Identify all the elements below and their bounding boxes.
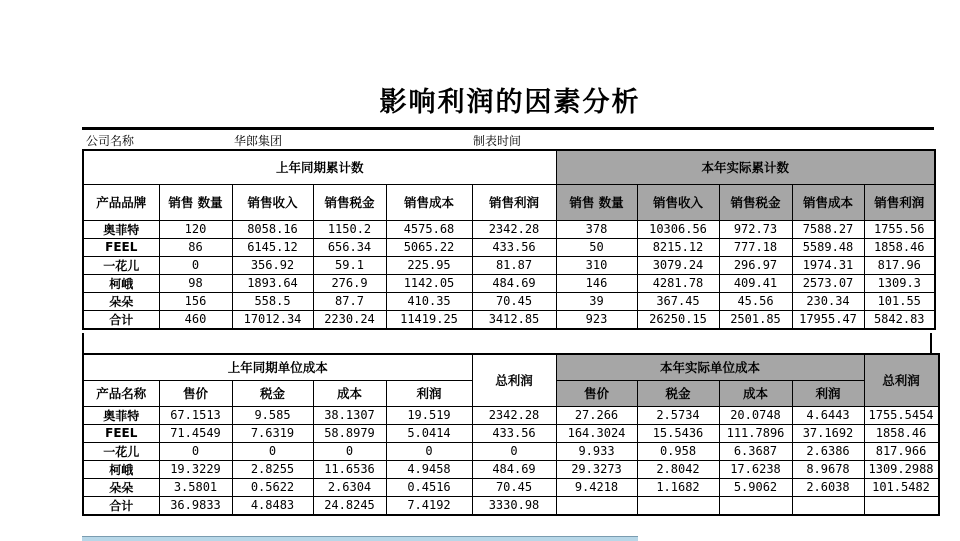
table-cell [719,496,792,515]
column-header: 销售收入 [637,184,719,220]
column-header: 产品名称 [83,380,159,406]
column-header: 销售收入 [232,184,313,220]
group-header-last-year-unit: 上年同期单位成本 [83,354,472,380]
table-cell: 817.966 [864,442,939,460]
table-cell: 39 [556,292,637,310]
table-cell: 367.45 [637,292,719,310]
table-cell: 58.8979 [313,424,386,442]
table-cell: 296.97 [719,256,792,274]
table-row [83,238,935,256]
table-cell: 8.9678 [792,460,864,478]
row-label: 奥菲特 [83,406,159,424]
row-label: FEEL [83,424,159,442]
column-header: 成本 [719,380,792,406]
page-title: 影响利润的因素分析 [379,87,641,118]
table-cell: 656.34 [313,238,386,256]
column-header: 销售成本 [386,184,472,220]
table-cell: 87.7 [313,292,386,310]
table-row [83,496,939,515]
table-cell: 6145.12 [232,238,313,256]
table-cell: 98 [159,274,232,292]
table-cell: 164.3024 [556,424,637,442]
table-row [83,406,939,424]
table-cell: 0 [159,256,232,274]
table-cell: 17.6238 [719,460,792,478]
table-cell: 3412.85 [472,310,556,329]
table-cell: 11.6536 [313,460,386,478]
table-cell: 45.56 [719,292,792,310]
table-cell: 433.56 [472,424,556,442]
table-cell: 38.1307 [313,406,386,424]
table-cell: 310 [556,256,637,274]
row-label: 朵朵 [83,478,159,496]
table-cell: 409.41 [719,274,792,292]
row-label: 朵朵 [83,292,159,310]
table-row [83,478,939,496]
table-cell: 2.6386 [792,442,864,460]
table-cell: 120 [159,220,232,238]
table-cell: 4.8483 [232,496,313,515]
table-cell: 8058.16 [232,220,313,238]
table-cell [864,496,939,515]
table-spacer [82,333,932,353]
table-cell: 70.45 [472,478,556,496]
column-header: 税金 [637,380,719,406]
table-cell: 7.4192 [386,496,472,515]
row-label: FEEL [83,238,159,256]
table-cell: 2342.28 [472,220,556,238]
table-cell: 484.69 [472,460,556,478]
table-cell [792,496,864,515]
table-cell: 378 [556,220,637,238]
column-header: 销售税金 [313,184,386,220]
table-cell: 1309.3 [864,274,935,292]
table-cell: 9.585 [232,406,313,424]
table-cell: 59.1 [313,256,386,274]
table-cell: 1858.46 [864,424,939,442]
table-cell: 19.519 [386,406,472,424]
table-cell [637,496,719,515]
table-cell: 0 [313,442,386,460]
column-header: 利润 [792,380,864,406]
table-cell: 50 [556,238,637,256]
table-cell: 36.9833 [159,496,232,515]
table-cell: 2342.28 [472,406,556,424]
table-cell: 5065.22 [386,238,472,256]
table-cell: 15.5436 [637,424,719,442]
column-header: 成本 [313,380,386,406]
table-cell: 817.96 [864,256,935,274]
table-cell: 558.5 [232,292,313,310]
table-cell: 7.6319 [232,424,313,442]
table-cell: 433.56 [472,238,556,256]
table-cell: 2573.07 [792,274,864,292]
table-row [83,274,935,292]
column-header: 税金 [232,380,313,406]
table-cell: 37.1692 [792,424,864,442]
profit-totals-table [82,149,936,330]
table-cell: 24.8245 [313,496,386,515]
table-cell: 2.8042 [637,460,719,478]
table-cell: 29.3273 [556,460,637,478]
total-profit-header-right: 总利润 [864,354,939,406]
table-cell: 1142.05 [386,274,472,292]
table-cell: 3330.98 [472,496,556,515]
table-cell: 2230.24 [313,310,386,329]
table-cell: 67.1513 [159,406,232,424]
column-header-row [83,184,935,220]
group-header-this-year: 本年实际累计数 [556,150,935,184]
info-bar [82,127,934,150]
table-cell: 6.3687 [719,442,792,460]
table-cell: 10306.56 [637,220,719,238]
unit-cost-table [82,353,940,516]
table-row [83,220,935,238]
company-label: 公司名称 [86,134,135,148]
table-cell: 156 [159,292,232,310]
table-cell: 101.55 [864,292,935,310]
column-header: 销售 数量 [556,184,637,220]
table-cell: 356.92 [232,256,313,274]
table-row [83,460,939,478]
table-cell: 5.9062 [719,478,792,496]
sheet-bottom-bar [82,536,638,541]
row-label: 合计 [83,496,159,515]
table-cell: 20.0748 [719,406,792,424]
table-row [83,256,935,274]
table-cell: 26250.15 [637,310,719,329]
table-cell: 111.7896 [719,424,792,442]
column-header: 销售税金 [719,184,792,220]
table-cell: 0 [472,442,556,460]
group-header-last-year: 上年同期累计数 [83,150,556,184]
table-cell: 1.1682 [637,478,719,496]
table-cell: 410.35 [386,292,472,310]
table-cell: 1893.64 [232,274,313,292]
table-cell: 4.9458 [386,460,472,478]
table-cell: 3079.24 [637,256,719,274]
column-header: 销售利润 [864,184,935,220]
table-cell: 9.4218 [556,478,637,496]
table-cell: 2.6038 [792,478,864,496]
table-cell: 81.87 [472,256,556,274]
table-cell: 2501.85 [719,310,792,329]
table-cell: 0 [386,442,472,460]
table-cell: 1858.46 [864,238,935,256]
column-header: 销售成本 [792,184,864,220]
row-label: 柯峨 [83,274,159,292]
table-cell: 1150.2 [313,220,386,238]
table-cell: 4.6443 [792,406,864,424]
table-cell: 777.18 [719,238,792,256]
column-header: 产品品牌 [83,184,159,220]
table-cell: 70.45 [472,292,556,310]
total-profit-header-left: 总利润 [472,354,556,406]
table-cell: 1755.56 [864,220,935,238]
table-cell: 5.0414 [386,424,472,442]
column-header: 售价 [159,380,232,406]
table-cell: 1755.5454 [864,406,939,424]
table-row [83,310,935,329]
table-cell: 4575.68 [386,220,472,238]
table-cell: 0 [232,442,313,460]
row-label: 合计 [83,310,159,329]
group-header-this-year-unit: 本年实际单位成本 [556,354,864,380]
column-header: 销售 数量 [159,184,232,220]
table-cell: 146 [556,274,637,292]
table-cell: 3.5801 [159,478,232,496]
table-cell: 101.5482 [864,478,939,496]
table-cell: 0.4516 [386,478,472,496]
table-cell: 1309.2988 [864,460,939,478]
company-value: 华郎集团 [234,134,283,148]
row-label: 一花儿 [83,442,159,460]
table-cell: 460 [159,310,232,329]
row-label: 奥菲特 [83,220,159,238]
table-cell: 17955.47 [792,310,864,329]
table-cell: 230.34 [792,292,864,310]
table-cell: 19.3229 [159,460,232,478]
table-row [83,424,939,442]
table-cell: 7588.27 [792,220,864,238]
table-cell: 972.73 [719,220,792,238]
table-cell: 923 [556,310,637,329]
table-cell: 9.933 [556,442,637,460]
table-cell: 86 [159,238,232,256]
table-cell [556,496,637,515]
table-cell: 2.5734 [637,406,719,424]
table-cell: 0.958 [637,442,719,460]
column-header: 利润 [386,380,472,406]
date-label: 制表时间 [473,134,522,148]
table-cell: 0 [159,442,232,460]
table-cell: 1974.31 [792,256,864,274]
table-row [83,292,935,310]
table-row [83,442,939,460]
table-cell: 17012.34 [232,310,313,329]
column-header: 售价 [556,380,637,406]
table-cell: 2.8255 [232,460,313,478]
table-cell: 0.5622 [232,478,313,496]
table-cell: 276.9 [313,274,386,292]
row-label: 一花儿 [83,256,159,274]
table-cell: 4281.78 [637,274,719,292]
table-cell: 5842.83 [864,310,935,329]
table-cell: 8215.12 [637,238,719,256]
row-label: 柯峨 [83,460,159,478]
table-cell: 11419.25 [386,310,472,329]
table-cell: 2.6304 [313,478,386,496]
column-header: 销售利润 [472,184,556,220]
table-cell: 484.69 [472,274,556,292]
table-cell: 5589.48 [792,238,864,256]
table-cell: 27.266 [556,406,637,424]
table-cell: 225.95 [386,256,472,274]
table-cell: 71.4549 [159,424,232,442]
